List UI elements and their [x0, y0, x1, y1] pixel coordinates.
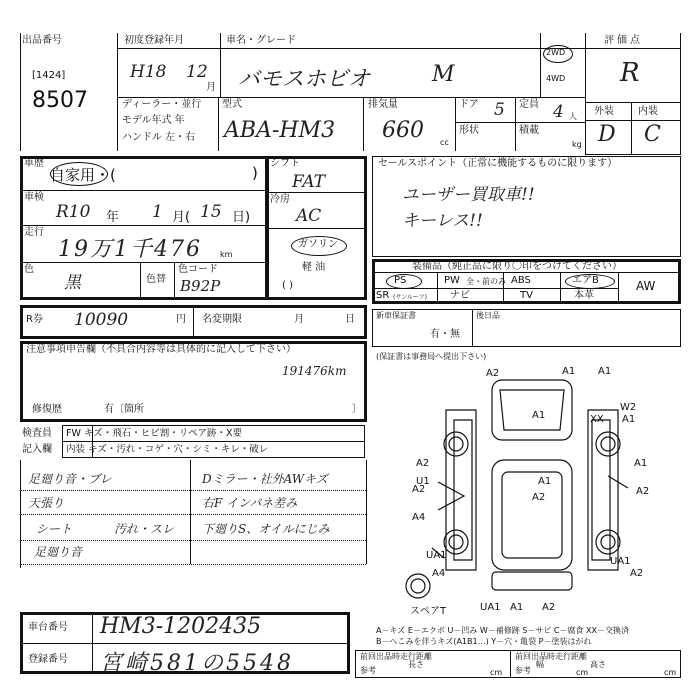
inspect-month: 1 — [152, 202, 163, 222]
sales-line2: キーレス!! — [402, 211, 483, 231]
damage-diagram — [372, 360, 682, 622]
diag-label: A4 — [432, 568, 446, 579]
recycle-value: 10090 — [74, 310, 129, 330]
diag-label: A2 — [542, 602, 556, 613]
diag-label: U1 — [416, 476, 430, 487]
diag-label: A2 — [532, 492, 546, 503]
equip-ps: PS — [394, 275, 407, 286]
diag-label: A4 — [412, 512, 426, 523]
equip-tv: TV — [520, 290, 533, 301]
legend-2: B－へこみを伴うキズ(A1B1…) Y－穴・亀裂 P－塗装はがれ — [376, 637, 592, 646]
ac-value: AC — [296, 206, 322, 226]
warranty-box — [372, 309, 681, 347]
reg-year: H18 — [130, 62, 167, 82]
diag-label: W2 — [620, 402, 637, 413]
equip-aw: AW — [636, 279, 656, 293]
diag-label: XX — [590, 414, 604, 425]
comment-7: 右F インパネ差み — [202, 496, 298, 510]
equip-navi: ナビ — [450, 290, 470, 301]
chassis-value: HM3-1202435 — [100, 614, 262, 639]
diag-label: A1 — [532, 410, 546, 421]
inspect-day: 15 — [200, 202, 222, 222]
score-value: R — [620, 58, 640, 88]
drive-4wd: 4WD — [546, 74, 566, 83]
diag-label: A2 — [630, 568, 644, 579]
mileage-value: 19万1千476 — [58, 237, 202, 262]
reg-month: 12 — [186, 62, 208, 82]
equip-leather: 本革 — [574, 290, 594, 301]
diag-label: A2 — [412, 484, 426, 495]
model-grade: M — [432, 62, 455, 87]
lot-number: 8507 — [32, 88, 88, 113]
equip-abs: ABS — [511, 275, 531, 286]
comment-6: Dミラー・社外AWキズ — [202, 472, 328, 486]
int-label: 内装 — [638, 106, 658, 117]
equip-pw: PW — [444, 275, 460, 286]
notes-value: 191476km — [282, 364, 347, 378]
comment-8: 下廻りS、オイルにじみ — [202, 522, 330, 536]
warranty-note: (保証書は事務局へ提出下さい) — [376, 352, 487, 361]
comment-5: 足廻り音 — [34, 545, 83, 559]
comment-4: 汚れ・スレ — [114, 522, 175, 536]
comment-2: 天張り — [28, 496, 65, 510]
drive-2wd: 2WD — [546, 48, 566, 57]
disp-value: 660 — [382, 118, 424, 143]
equip-airbag: エアB — [572, 275, 599, 286]
diag-label: A1 — [538, 476, 552, 487]
diag-label: UA1 — [610, 556, 631, 567]
legend-1: A－キズ E－エクボ U－凹み W－補修跡 S－サビ C－腐食 XX－交換済 — [376, 626, 630, 635]
sales-label: セールスポイント（正常に機能するものに限ります） — [378, 158, 618, 169]
model-label: 車名・グレード — [226, 35, 296, 46]
diag-label: A1 — [510, 602, 524, 613]
inspect-era: R10 — [56, 202, 91, 222]
door-value: 5 — [494, 100, 505, 120]
cap-value: 4 — [553, 102, 564, 122]
fuel-gas: ガソリン — [298, 239, 338, 250]
color-code: B92P — [180, 277, 221, 295]
diag-label: A2 — [486, 368, 500, 379]
diag-label: UA1 — [426, 550, 447, 561]
color-value: 黒 — [64, 273, 81, 293]
diag-label: A1 — [622, 414, 636, 425]
model-name: バモスホビオ — [238, 67, 371, 92]
shift-value: FAT — [292, 172, 326, 192]
diag-label: A1 — [598, 366, 612, 377]
ext-label: 外装 — [594, 106, 614, 117]
diag-label: UA1 — [480, 602, 501, 613]
lot-label: 出品番号 — [22, 35, 62, 46]
ext-value: D — [598, 122, 616, 147]
plate-value: 宮崎581の5548 — [100, 651, 294, 676]
diag-label: A1 — [562, 366, 576, 377]
comment-1: 足廻り音・ブレ — [28, 472, 112, 486]
diag-label: A1 — [634, 458, 648, 469]
lot-sub: [1424] — [32, 70, 66, 81]
reg-label: 初度登録年月 — [124, 35, 184, 46]
usage-value: 自家用・( — [50, 166, 116, 184]
comment-3: シート — [36, 522, 73, 536]
diag-label: A2 — [416, 458, 430, 469]
int-value: C — [644, 122, 661, 147]
type-value: ABA-HM3 — [224, 118, 336, 143]
diag-label: A2 — [636, 486, 650, 497]
equip-sr: SR — [376, 290, 390, 301]
score-label: 評価点 — [604, 35, 643, 46]
spare-label: スペアT — [410, 606, 447, 617]
sales-line1: ユーザー買取車!! — [402, 185, 535, 205]
